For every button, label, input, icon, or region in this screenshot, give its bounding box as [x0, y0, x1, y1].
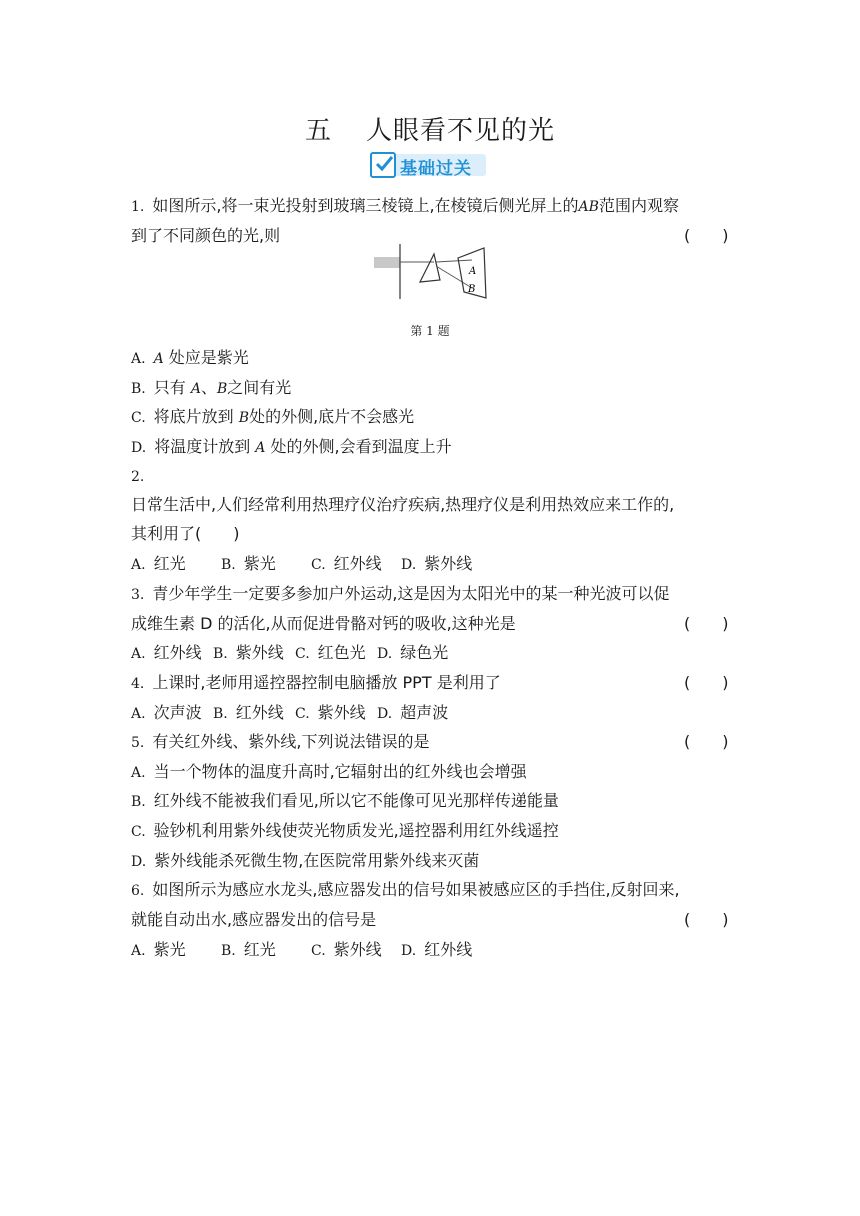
- q5-option-a: A. 当一个物体的温度升高时,它辐射出的红外线也会增强: [131, 762, 527, 781]
- q3-line1: 3. 青少年学生一定要多参加户外运动,这是因为太阳光中的某一种光波可以促: [131, 584, 670, 603]
- badge-label: 基础过关: [400, 159, 472, 179]
- q3-options: A. 红外线 B. 紫外线 C. 红色光 D. 绿色光: [131, 643, 449, 662]
- page-title: [0, 110, 860, 147]
- q1-option-a: A. A 处应是紫光: [131, 348, 249, 367]
- figure-caption: 第 1 题: [410, 324, 450, 338]
- q3-line2: 成维生素 D 的活化,从而促进骨骼对钙的吸收,这种光是: [131, 614, 516, 633]
- prism: [420, 254, 440, 282]
- q1-answer-bracket: ( ): [684, 226, 729, 245]
- q1-option-d: D. 将温度计放到 A 处的外侧,会看到温度上升: [131, 437, 452, 456]
- q5-option-c: C. 验钞机利用紫外线使荧光物质发光,遥控器利用红外线遥控: [131, 821, 559, 840]
- q1-line1: 1. 如图所示,将一束光投射到玻璃三棱镜上,在棱镜后侧光屏上的AB范围内观察: [131, 196, 679, 215]
- q5-option-b: B. 红外线不能被我们看见,所以它不能像可见光那样传递能量: [131, 791, 559, 810]
- light-beam: [374, 257, 400, 268]
- q2-line1: 日常生活中,人们经常利用热理疗仪治疗疾病,热理疗仪是利用热效应来工作的,: [131, 495, 675, 514]
- q4-options: A. 次声波 B. 红外线 C. 紫外线 D. 超声波: [131, 703, 449, 722]
- q3-answer-bracket: ( ): [684, 614, 729, 633]
- section-title: 人眼看不见的光: [366, 116, 556, 146]
- q1-option-c: C. 将底片放到 B处的外侧,底片不会感光: [131, 407, 415, 426]
- q6-line1: 6. 如图所示为感应水龙头,感应器发出的信号如果被感应区的手挡住,反射回来,: [131, 880, 680, 899]
- q2-number: 2.: [131, 469, 145, 485]
- q1-line2: 到了不同颜色的光,则: [131, 226, 281, 245]
- section-badge: [370, 152, 488, 178]
- label-a: A: [469, 266, 477, 277]
- q2-line2: 其利用了( ): [131, 524, 240, 543]
- q4-answer-bracket: ( ): [684, 673, 729, 692]
- q6-answer-bracket: ( ): [684, 910, 729, 929]
- prism-figure: [372, 244, 492, 304]
- q5-option-d: D. 紫外线能杀死微生物,在医院常用紫外线来灭菌: [131, 851, 480, 870]
- q5-answer-bracket: ( ): [684, 732, 729, 751]
- section-number: 五: [304, 116, 332, 146]
- q1-option-b: B. 只有 A、B之间有光: [131, 378, 292, 397]
- q6-options: A. 紫光 B. 红光 C. 紫外线 D. 红外线: [131, 940, 473, 959]
- q6-line2: 就能自动出水,感应器发出的信号是: [131, 910, 377, 929]
- q4-line1: 4. 上课时,老师用遥控器控制电脑播放 PPT 是利用了: [131, 673, 501, 692]
- q5-line1: 5. 有关红外线、紫外线,下列说法错误的是: [131, 732, 430, 751]
- label-b: B: [468, 284, 476, 295]
- checkbox-icon: [370, 152, 396, 178]
- q2-options: A. 红光 B. 紫光 C. 红外线 D. 紫外线: [131, 554, 473, 573]
